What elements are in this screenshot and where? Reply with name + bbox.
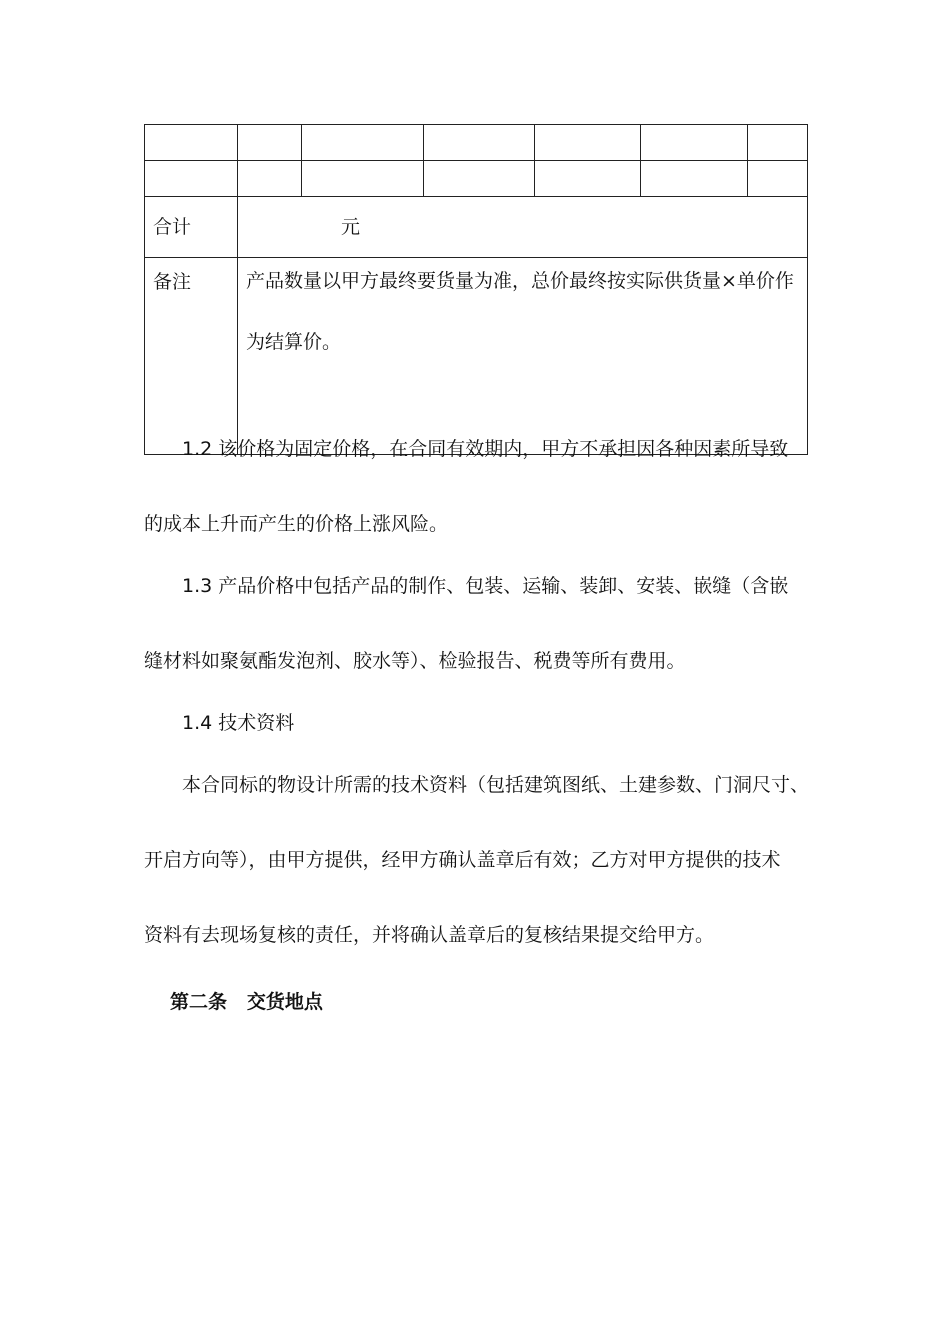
table-cell (535, 125, 641, 161)
remark-text-cell (238, 258, 808, 455)
table-cell (641, 125, 748, 161)
table-cell (302, 125, 424, 161)
paragraph-1-4-line-1: 本合同标的物设计所需的技术资料（包括建筑图纸、土建参数、门洞尺寸、 (182, 774, 810, 796)
paragraph-1-4-line-2: 开启方向等），由甲方提供，经甲方确认盖章后有效；乙方对甲方提供的技术 (144, 849, 781, 871)
table-cell (424, 161, 535, 197)
table-cell (535, 161, 641, 197)
table-cell (748, 125, 808, 161)
paragraph-1-2-line-1: 1.2 该价格为固定价格，在合同有效期内，甲方不承担因各种因素所导致 (182, 438, 789, 460)
price-table (144, 124, 808, 455)
table-cell (145, 125, 238, 161)
table-cell (238, 125, 302, 161)
remark-label-cell (145, 258, 238, 455)
paragraph-1-2-line-2: 的成本上升而产生的价格上涨风险。 (144, 513, 449, 535)
remark-label: 备注 (153, 271, 192, 293)
article-2-heading: 第二条 交货地点 (170, 991, 323, 1013)
table-cell (424, 125, 535, 161)
table-row (145, 161, 808, 197)
table-cell (238, 161, 302, 197)
paragraph-1-3-line-2: 缝材料如聚氨酯发泡剂、胶水等）、检验报告、税费等所有费用。 (144, 650, 686, 672)
table-cell (302, 161, 424, 197)
table-cell (641, 161, 748, 197)
remark-row (145, 258, 808, 455)
total-value: 元 (238, 197, 808, 258)
paragraph-1-3-line-1: 1.3 产品价格中包括产品的制作、包装、运输、装卸、安装、嵌缝（含嵌 (182, 575, 789, 597)
remark-line-2: 为结算价。 (246, 331, 342, 353)
section-1-4-title: 1.4 技术资料 (182, 712, 295, 734)
table-row (145, 125, 808, 161)
remark-line-1: 产品数量以甲方最终要货量为准，总价最终按实际供货量×单价作 (246, 270, 794, 292)
total-label: 合计 (145, 197, 238, 258)
paragraph-1-4-line-3: 资料有去现场复核的责任，并将确认盖章后的复核结果提交给甲方。 (144, 924, 715, 946)
table-cell (748, 161, 808, 197)
table-cell (145, 161, 238, 197)
